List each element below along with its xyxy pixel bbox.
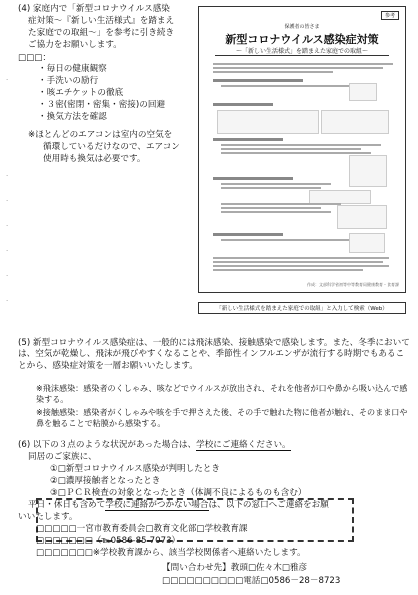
s4-note-2: 循環しているだけなので、エアコン: [43, 142, 180, 152]
flyer-illustration: [321, 110, 389, 134]
s4-line-5: □□□：: [18, 53, 51, 63]
flyer-illustration: [309, 190, 371, 204]
s5-paragraph: (5) 新型コロナウイルス感染症は、一般的には飛沫感染、接触感染で感染します。また、冬季においては、空気が乾燥し、飛沫が飛びやすくなることや、季節性インフルエンザが流行する時期でもあることから、感染症対策を一層お願いいたします。: [18, 338, 410, 371]
office-line-1: □□□□□一宮市教育委員会□教育文化部□学校教育課: [36, 524, 248, 534]
flyer-illustration: [337, 205, 387, 229]
s4-item-5: ・換気方法を確認: [38, 112, 107, 122]
flyer-illustration: [349, 83, 377, 101]
flyer-illustration: [217, 110, 319, 134]
office-line-3: □□□□□□□※学校教育課から、該当学校関係者へ連絡いたします。: [36, 548, 306, 558]
flyer-title: 新型コロナウイルス感染症対策: [225, 33, 379, 46]
flyer-illustration: [349, 155, 387, 187]
s5-note-contact: ※接触感染：感染者がくしゃみや咳を手で押さえた後、その手で触れた物に他者が触れ、そのまま口や鼻を触ることで粘膜から感染する。: [36, 407, 408, 429]
s4-item-4: ・３密(密閉・密集・密接)の回避: [38, 100, 166, 110]
s4-line-3: た家庭での取組～」を参考に引き続き: [28, 28, 175, 38]
flyer-text-line: [221, 148, 361, 150]
margin-mark: .: [6, 220, 9, 228]
margin-mark: .: [6, 195, 9, 203]
flyer-text-line: [221, 144, 381, 146]
flyer-heading: [213, 177, 293, 180]
s6-line-1: (6) 以下の３点のような状況があった場合は、学校にご連絡ください。: [18, 440, 291, 450]
search-caption: 「新しい生活様式を踏まえた家庭での取組」と入力して検索（Web）: [198, 302, 406, 314]
margin-mark: .: [6, 295, 9, 303]
margin-mark: .: [6, 170, 9, 178]
flyer-text-line: [221, 152, 371, 154]
flyer-text-line: [221, 203, 341, 205]
s4-line-4: ご協力をお願いします。: [28, 40, 122, 50]
flyer-text-line: [221, 207, 321, 209]
flyer-text-line: [213, 71, 333, 73]
flyer-illustration: [349, 233, 385, 253]
flyer-source: 作成：文部科学省初等中等教育局健康教育・食育課: [307, 282, 399, 287]
margin-mark: .: [6, 74, 9, 82]
s4-line-1: (4) 家庭内で「新型コロナウイルス感染: [18, 4, 170, 14]
s4-item-1: ・毎日の健康観察: [38, 64, 107, 74]
margin-mark: .: [6, 270, 9, 278]
flyer-heading: [213, 79, 303, 82]
flyer-heading: [213, 138, 283, 141]
flyer-text-line: [213, 265, 389, 267]
flyer-text-line: [213, 257, 389, 259]
s6-line-6: 平日・休日も含めて学校に連絡がつかない場合は、以下の窓口へご連絡をお願: [28, 500, 329, 510]
flyer-text-line: [213, 269, 363, 271]
flyer-heading: [213, 103, 273, 106]
margin-mark: .: [6, 245, 9, 253]
flyer-heading: [213, 233, 283, 236]
flyer-text-line: [221, 187, 321, 189]
s6-line-2: 同居のご家族に、: [28, 452, 97, 462]
s4-line-2: 症対策～『新しい生活様式』を踏まえ: [28, 16, 175, 26]
office-line-2: □□□□□□□（℡0586-85-7073）: [36, 536, 181, 546]
flyer-subtitle: ～「新しい生活様式」を踏まえた家庭での取組～: [235, 48, 368, 55]
reference-flyer: [198, 6, 406, 293]
flyer-audience: 保護者の皆さま: [284, 24, 320, 30]
s4-item-2: ・手洗いの励行: [38, 76, 99, 86]
flyer-rule: [215, 55, 389, 56]
contact-line-2: □□□□□□□□□□電話□0586－28－8723: [162, 576, 341, 586]
s6-case-3: ③□ＰＣＲ検査の対象となったとき（体調不良によるものも含む）: [50, 488, 307, 498]
s6-line-7: いいたします。: [18, 512, 78, 522]
s4-note-1: ※ほとんどのエアコンは室内の空気を: [28, 130, 173, 140]
s6-case-2: ②□濃厚接触者となったとき: [50, 476, 161, 486]
flyer-tag: 参考: [381, 11, 399, 20]
s5-note-droplet: ※飛沫感染：感染者のくしゃみ、咳などでウイルスが放出され、それを他者が口や鼻から吸い込んで感染する。: [36, 383, 408, 405]
s4-note-3: 使用時も換気は必要です。: [43, 154, 146, 164]
flyer-text-line: [221, 211, 331, 213]
s4-item-3: ・咳エチケットの徹底: [38, 88, 124, 98]
flyer-text-line: [213, 67, 383, 69]
flyer-text-line: [213, 261, 383, 263]
s6-case-1: ①□新型コロナウイルス感染が判明したとき: [50, 464, 220, 474]
contact-line-1: 【問い合わせ先】教頭□佐々木□雅彦: [162, 563, 308, 573]
flyer-text-line: [221, 183, 331, 185]
flyer-text-line: [213, 63, 393, 65]
